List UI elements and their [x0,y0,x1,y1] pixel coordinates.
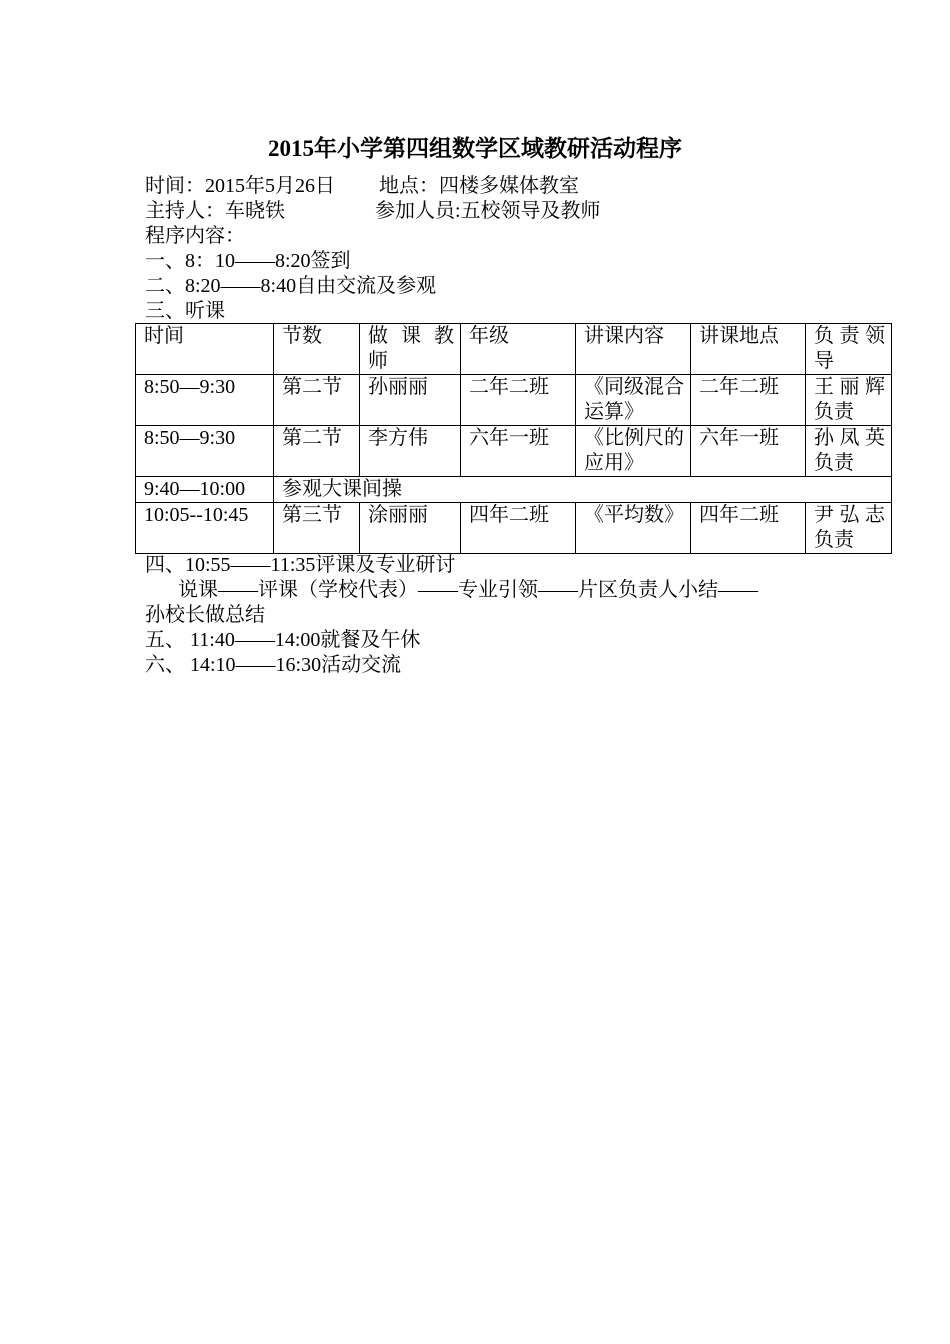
table-cell: 《同级混合运算》 [576,375,691,426]
step-5: 五、 11:40——14:00就餐及午休 [145,629,421,651]
break-activity-cell: 参观大课间操 [274,477,892,503]
table-cell: 8:50—9:30 [136,375,274,426]
place-value: 四楼多媒体教室 [439,175,579,197]
participants-value: 五校领导及教师 [460,200,601,222]
step-1: 一、8：10——8:20签到 [145,250,351,272]
step-4-detail: 说课——评课（学校代表）——专业引领——片区负责人小结—— [178,579,758,601]
table-cell: 六年一班 [461,426,576,477]
table-cell: 孙凤英负责 [806,426,892,477]
header-cell: 讲课内容 [576,324,691,375]
break-time-cell: 9:40—10:00 [136,477,274,503]
step-2: 二、8:20——8:40自由交流及参观 [145,275,437,297]
program-label: 程序内容： [145,225,245,247]
header-cell: 讲课地点 [691,324,806,375]
table-row [136,503,892,554]
table-cell: 8:50—9:30 [136,426,274,477]
time-place-line [145,173,579,199]
table-cell: 10:05--10:45 [136,503,274,554]
table-cell: 二年二班 [461,375,576,426]
step-6: 六、 14:10——16:30活动交流 [145,654,402,676]
step-4: 四、10:55——11:35评课及专业研讨 [145,554,456,576]
header-cell: 年级 [461,324,576,375]
table-cell: 《比例尺的应用》 [576,426,691,477]
table-cell: 第二节 [274,375,360,426]
schedule-table [135,323,892,554]
header-cell: 时间 [136,324,274,375]
table-row [136,375,892,426]
step-4-detail-continued: 孙校长做总结 [145,604,265,626]
table-cell: 第二节 [274,426,360,477]
participants-label: 参加人员: [375,200,461,222]
header-cell: 负责领导 [806,324,892,375]
table-cell: 六年一班 [691,426,806,477]
table-cell: 尹弘志负责 [806,503,892,554]
table-cell: 《平均数》 [576,503,691,554]
header-cell: 节数 [274,324,360,375]
host-participants-line [145,198,601,224]
table-cell: 二年二班 [691,375,806,426]
document-title: 2015年小学第四组数学区域教研活动程序 [268,136,682,161]
table-cell: 四年二班 [461,503,576,554]
table-cell: 涂丽丽 [360,503,461,554]
host-label: 主持人： [145,200,225,222]
table-row [136,426,892,477]
host-value: 车晓铁 [225,200,285,222]
table-cell: 孙丽丽 [360,375,461,426]
table-cell: 第三节 [274,503,360,554]
time-label: 时间： [145,175,205,197]
step-3: 三、听课 [145,300,225,322]
break-row [136,477,892,503]
header-cell: 做 课 教师 [360,324,461,375]
table-cell: 李方伟 [360,426,461,477]
table-header-row [136,324,892,375]
table-cell: 王丽辉负责 [806,375,892,426]
place-label: 地点： [379,175,439,197]
table-cell: 四年二班 [691,503,806,554]
time-value: 2015年5月26日 [205,175,335,197]
